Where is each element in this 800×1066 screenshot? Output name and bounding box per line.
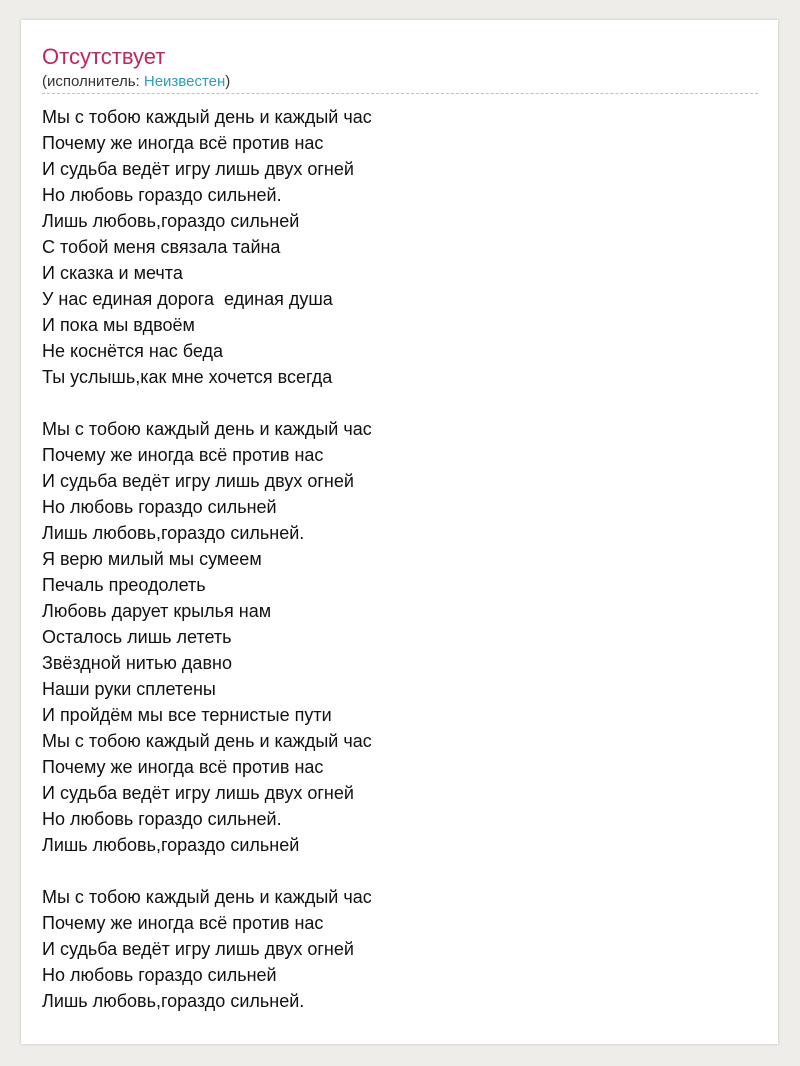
lyrics-stanza	[42, 416, 742, 858]
lyric-line: У нас единая дорога единая душа	[42, 289, 333, 309]
lyric-line: Любовь дарует крылья нам	[42, 601, 272, 621]
lyric-line: И судьба ведёт игру лишь двух огней	[42, 783, 354, 803]
lyric-line: Мы с тобою каждый день и каждый час	[42, 887, 372, 907]
lyric-line: Печаль преодолеть	[42, 575, 206, 595]
lyric-line: Звёздной нитью давно	[42, 653, 232, 673]
lyric-line: Лишь любовь,гораздо сильней	[42, 211, 300, 231]
lyric-line: Но любовь гораздо сильней	[42, 497, 277, 517]
lyric-line: Лишь любовь,гораздо сильней	[42, 835, 300, 855]
lyric-line: Не коснётся нас беда	[42, 341, 224, 361]
lyric-line: И сказка и мечта	[42, 263, 183, 283]
lyric-line: Я верю милый мы сумеем	[42, 549, 262, 569]
song-title: Отсутствует	[42, 44, 166, 69]
title-divider	[42, 93, 758, 94]
lyric-line: Осталось лишь лететь	[42, 627, 232, 647]
artist-suffix: )	[225, 73, 231, 90]
lyric-line: Но любовь гораздо сильней.	[42, 809, 282, 829]
lyric-line: Лишь любовь,гораздо сильней.	[42, 523, 305, 543]
lyric-line: Почему же иногда всё против нас	[42, 757, 324, 777]
lyrics-card	[21, 20, 778, 1044]
lyric-line: Но любовь гораздо сильней	[42, 965, 277, 985]
lyric-line: Почему же иногда всё против нас	[42, 445, 324, 465]
lyric-line: Ты услышь,как мне хочется всегда	[42, 367, 333, 387]
lyric-line: Лишь любовь,гораздо сильней.	[42, 991, 305, 1011]
lyric-line: И судьба ведёт игру лишь двух огней	[42, 939, 354, 959]
lyric-line: И пройдём мы все тернистые пути	[42, 705, 332, 725]
lyric-line: Почему же иногда всё против нас	[42, 133, 324, 153]
lyric-line: И пока мы вдвоём	[42, 315, 195, 335]
lyric-line: Мы с тобою каждый день и каждый час	[42, 107, 372, 127]
lyrics-stanza	[42, 104, 742, 390]
lyric-line: С тобой меня связала тайна	[42, 237, 281, 257]
lyric-line: Почему же иногда всё против нас	[42, 913, 324, 933]
lyric-line: И судьба ведёт игру лишь двух огней	[42, 159, 354, 179]
lyric-line: Наши руки сплетены	[42, 679, 216, 699]
artist-line	[42, 73, 230, 91]
lyric-line: Но любовь гораздо сильней.	[42, 185, 282, 205]
lyrics-text	[42, 104, 742, 1014]
artist-prefix: (исполнитель:	[42, 73, 144, 90]
artist-link[interactable]: Неизвестен	[143, 73, 226, 90]
lyrics-stanza	[42, 884, 742, 1014]
lyric-line: И судьба ведёт игру лишь двух огней	[42, 471, 354, 491]
lyric-line: Мы с тобою каждый день и каждый час	[42, 731, 372, 751]
lyric-line: Мы с тобою каждый день и каждый час	[42, 419, 372, 439]
